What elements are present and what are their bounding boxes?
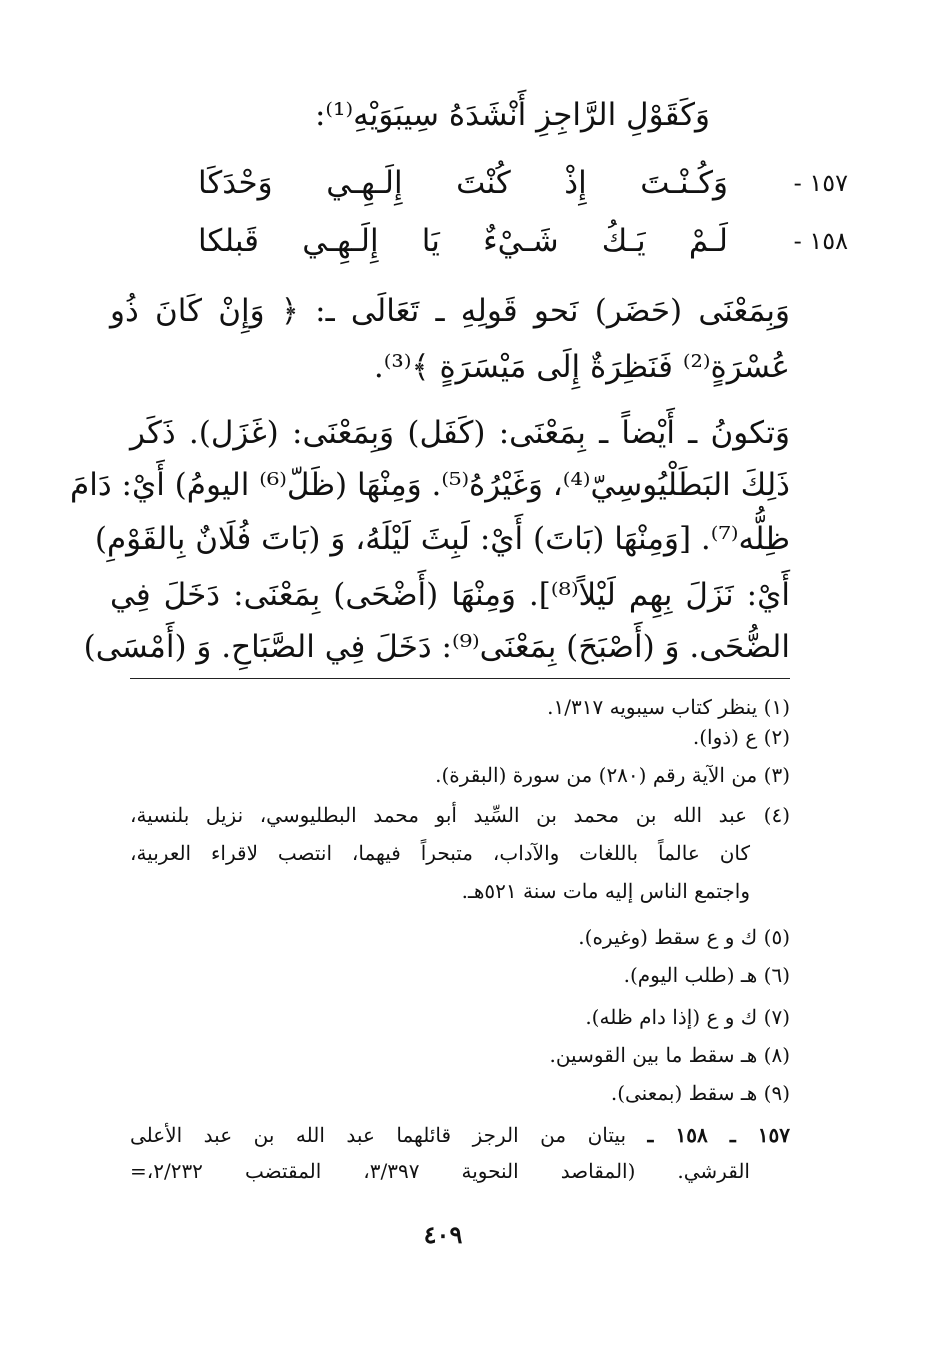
paragraph-line: عُسْرَةٍ⁽²⁾ فَنَظِرَةٌ إِلَى مَيْسَرَةٍ ﴾⁽³⁾. xyxy=(373,349,790,385)
verse-number: ١٥٧ - xyxy=(793,169,848,197)
verse-row xyxy=(78,216,848,266)
paragraph-line: وَتكونُ ـ أَيْضاً ـ بِمَعْنَى: (كَفَل) وَبِمَعْنَى: (غَزَل). ذَكَر xyxy=(130,415,790,451)
verse-source-note xyxy=(130,1118,790,1152)
footnote-separator xyxy=(130,678,790,679)
verse-note-text: بيتان من الرجز قائلهما عبد الله بن عبد الأعلى xyxy=(130,1123,627,1147)
verse-number: ١٥٨ - xyxy=(793,227,848,255)
paragraph-line: وَبِمَعْنَى (حَضَر) نَحو قَولِهِ ـ تَعَالَى ـ: ﴿ وَإِنْ كَانَ ذُو xyxy=(110,293,790,329)
footnote: (١) ينظر كتاب سيبويه ١/٣١٧. xyxy=(547,695,790,719)
paragraph-line: ذَلِكَ البَطَلْيُوسِيّ⁽⁴⁾، وَغَيْرُهُ⁽⁵⁾. وَمِنْهَا (ظَلّ⁽⁶⁾ اليومُ) أَيْ: دَامَ xyxy=(70,467,790,503)
verse-text: لَـمْ يَـكُ شَـيْءٌ يَا إِلَـهِـي قَبلكا xyxy=(198,223,728,259)
paragraph-line: أَيْ: نَزَلَ بِهِم لَيْلاً⁽⁸⁾]. وَمِنْهَا (أَضْحَى) بِمَعْنَى: دَخَلَ فِي xyxy=(110,577,790,613)
footnote-continuation: كان عالماً باللغات والآداب، متبحراً فيهما، انتصب لاقراء العربية، xyxy=(130,841,750,865)
footnote: (٧) ك و ع (إذا دام ظله). xyxy=(585,1005,790,1029)
footnote-continuation: واجتمع الناس إليه مات سنة ٥٢١هـ. xyxy=(461,879,750,903)
footnote: (٨) هـ سقط ما بين القوسين. xyxy=(549,1043,790,1067)
footnote: (٣) من الآية رقم (٢٨٠) من سورة (البقرة). xyxy=(435,763,790,787)
paragraph-line: ظِلُّه⁽⁷⁾. [وَمِنْهَا (بَاتَ) أَيْ: لَبِثَ لَيْلَهُ، وَ (بَاتَ فُلَانٌ بِالقَوْمِ) xyxy=(94,521,790,557)
paragraph-line: الضُّحَى. وَ (أَصْبَحَ) بِمَعْنَى⁽⁹⁾: دَخَلَ فِي الصَّبَاحِ. وَ (أَمْسَى) xyxy=(83,629,790,665)
verse-text: وَكُـنْـتَ إِذْ كُنْتَ إِلَـهِـي وَحْدَكَا xyxy=(198,165,728,201)
footnote: (٩) هـ سقط (بمعنى). xyxy=(610,1081,790,1105)
verse-row xyxy=(78,158,848,208)
intro-line: وَكَقَوْلِ الرَّاجِزِ أَنْشَدَهُ سِيبَوَيْهِ⁽¹⁾: xyxy=(314,97,710,133)
footnote: (٢) ع (ذوا). xyxy=(692,725,790,749)
footnote: (٤) عبد الله بن محمد بن السِّيد أبو محمد البطليوسي، نزيل بلنسية، xyxy=(130,803,790,827)
verse-source-note-continuation: القرشي. (المقاصد النحوية ٣/٣٩٧، المقتضب ٢/٢٣٢،= xyxy=(130,1159,750,1183)
page-number: ٤٠٩ xyxy=(423,1220,463,1249)
footnote: (٥) ك و ع سقط (وغيره). xyxy=(578,925,790,949)
footnote: (٦) هـ (طلب اليوم). xyxy=(623,963,790,987)
verse-note-number: ١٥٧ ـ ١٥٨ ـ xyxy=(647,1123,791,1147)
